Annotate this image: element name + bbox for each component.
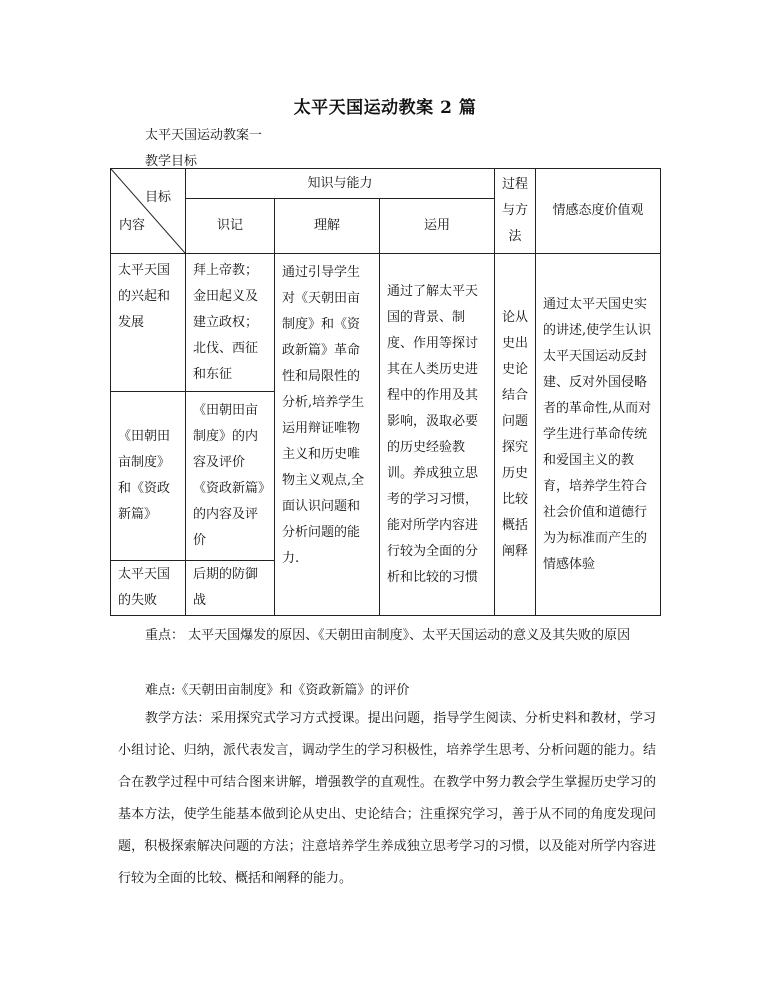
recognize-cell-rise: 拜上帝教；金田起义及建立政权；北伐、西征和东征	[186, 254, 275, 392]
understand-cell: 通过引导学生对《天朝田亩制度》和《资政新篇》革命性和局限性的分析,培养学生运用辩证唯物主义和历史唯物主义观点,全面认识问题和分析问题的能力.	[275, 254, 380, 616]
knowledge-ability-header: 知识与能力	[186, 169, 495, 199]
recognize-header: 识记	[186, 199, 275, 254]
key-points: 重点： 太平天国爆发的原因、《天朝田亩制度》、太平天国运动的意义及其失败的原因	[145, 628, 631, 643]
understand-header: 理解	[275, 199, 380, 254]
emotion-header: 情感态度价值观	[536, 169, 661, 254]
content-cell-rise: 太平天国的兴起和发展	[111, 254, 186, 392]
corner-bottom-label: 内容	[119, 218, 146, 233]
corner-header-cell	[111, 169, 186, 254]
process-method-header: 过程与方法	[495, 169, 536, 254]
lesson-subtitle: 太平天国运动教案一	[145, 128, 263, 143]
difficult-points: 难点:《天朝田亩制度》和《资政新篇》的评价	[145, 683, 410, 698]
corner-top-label: 目标	[144, 190, 171, 205]
recognize-cell-failure: 后期的防御战	[186, 561, 275, 616]
apply-cell: 通过了解太平天国的背景、制度、作用等探讨其在人类历史进程中的作用及其影响，汲取必要的历史经验教训。养成独立思考的学习习惯，能对所学内容进行较为全面的分析和比较的习惯	[380, 254, 495, 616]
content-cell-systems: 《田朝田亩制度》和《资政新篇》	[111, 392, 186, 561]
recognize-cell-systems: 《田朝田亩制度》的内容及评价《资政新篇》的内容及评价	[186, 392, 275, 561]
objectives-table	[110, 168, 661, 616]
apply-header: 运用	[380, 199, 495, 254]
content-cell-failure: 太平天国的失败	[111, 561, 186, 616]
document-title: 太平天国运动教案 2 篇	[293, 98, 477, 118]
section-heading: 教学目标	[145, 154, 198, 169]
process-cell: 论从史出史论结合问题探究历史比较概括阐释	[495, 254, 536, 616]
diagonal-line	[111, 169, 185, 253]
teaching-method: 教学方法：采用探究式学习方式授课。提出问题，指导学生阅读、分析史料和教材，学习小组讨论、归纳，派代表发言，调动学生的学习积极性，培养学生思考、分析问题的能力。结合在教学过程中可结合图来讲解，增强教学的直观性。在教学中努力教会学生掌握历史学习的基本方法，使学生能基本做到论从史出、史论结合；注重探究学习，善于从不同的角度发现问题，积极探索解决问题的方法；注意培养学生养成独立思考学习的习惯，以及能对所学内容进行较为全面的比较、概括和阐释的能力。	[118, 711, 656, 886]
emotion-cell: 通过太平天国史实的讲述,使学生认识太平天国运动反封建、反对外国侵略者的革命性,从而对学生进行革命传统和爱国主义的教育，培养学生符合社会价值和道德行为为标准而产生的情感体验	[536, 254, 661, 616]
